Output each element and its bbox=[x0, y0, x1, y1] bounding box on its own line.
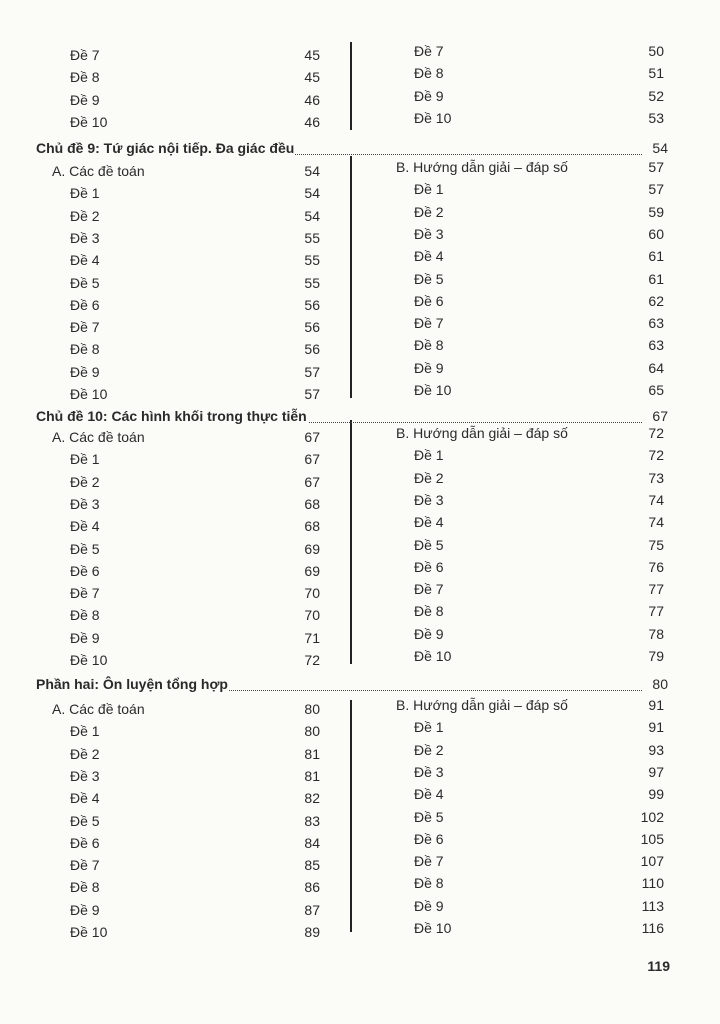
toc-entry-label: Đề 3 bbox=[414, 491, 444, 508]
toc-entry-page: 61 bbox=[648, 270, 664, 287]
column-divider bbox=[350, 42, 352, 130]
toc-entry-page: 74 bbox=[648, 514, 664, 531]
toc-entry-label: Đề 9 bbox=[414, 625, 444, 642]
toc-entry-page: 67 bbox=[304, 451, 320, 468]
toc-entry-page: 63 bbox=[648, 337, 664, 354]
section-title-text: Phần hai: Ôn luyện tổng hợp bbox=[36, 676, 228, 692]
toc-entry-label: Đề 7 bbox=[414, 43, 444, 59]
toc-entry-label: Đề 10 bbox=[414, 109, 452, 126]
left-heading-label: A. Các đề toán bbox=[52, 701, 145, 717]
toc-entry-page: 55 bbox=[304, 229, 320, 246]
toc-entry-label: Đề 4 bbox=[70, 518, 100, 535]
toc-entry-page: 72 bbox=[648, 447, 664, 464]
toc-entry-page: 81 bbox=[304, 745, 320, 762]
toc-entry-label: Đề 9 bbox=[70, 629, 100, 646]
toc-entry-page: 73 bbox=[648, 469, 664, 486]
toc-entry-label: Đề 5 bbox=[414, 536, 444, 553]
toc-entry-label: Đề 5 bbox=[70, 540, 100, 557]
toc-entry-page: 82 bbox=[304, 790, 320, 807]
toc-entry-page: 89 bbox=[304, 924, 320, 940]
toc-entry-label: Đề 8 bbox=[70, 341, 100, 358]
toc-entry-label: Đề 7 bbox=[70, 585, 100, 602]
toc-entry-page: 83 bbox=[304, 812, 320, 829]
toc-entry-label: Đề 3 bbox=[414, 225, 444, 242]
toc-entry-page: 99 bbox=[648, 786, 664, 803]
toc-entry-page: 67 bbox=[304, 473, 320, 490]
toc-entry-page: 74 bbox=[648, 491, 664, 508]
right-heading-label: B. Hướng dẫn giải – đáp số bbox=[396, 425, 568, 441]
section-title-page: 80 bbox=[652, 676, 668, 692]
toc-entry-page: 77 bbox=[648, 581, 664, 598]
toc-entry-label: Đề 10 bbox=[414, 382, 452, 398]
toc-entry-label: Đề 6 bbox=[414, 830, 444, 847]
column-divider bbox=[350, 420, 352, 664]
toc-entry-page: 91 bbox=[648, 719, 664, 736]
toc-entry-page: 64 bbox=[648, 359, 664, 376]
section-title-page: 54 bbox=[652, 140, 668, 156]
toc-entry-label: Đề 9 bbox=[70, 901, 100, 918]
toc-entry-label: Đề 4 bbox=[70, 252, 100, 269]
toc-entry-page: 56 bbox=[304, 296, 320, 313]
toc-entry-label: Đề 1 bbox=[70, 451, 100, 468]
toc-entry-label: Đề 5 bbox=[70, 812, 100, 829]
section-title bbox=[36, 140, 668, 160]
toc-entry-page: 76 bbox=[648, 558, 664, 575]
toc-entry-page: 56 bbox=[304, 319, 320, 336]
toc-entry-page: 56 bbox=[304, 341, 320, 358]
toc-entry-page: 60 bbox=[648, 225, 664, 242]
toc-entry-page: 107 bbox=[640, 853, 664, 870]
section-title-text: Chủ đề 9: Tứ giác nội tiếp. Đa giác đều bbox=[36, 140, 295, 156]
toc-entry-page: 84 bbox=[304, 834, 320, 851]
left-heading-label: A. Các đề toán bbox=[52, 429, 145, 445]
column-divider bbox=[350, 156, 352, 398]
toc-entry-label: Đề 9 bbox=[70, 363, 100, 380]
toc-entry-page: 46 bbox=[304, 113, 320, 130]
toc-entry-label: Đề 1 bbox=[70, 723, 100, 740]
toc-entry-label: Đề 5 bbox=[414, 808, 444, 825]
left-heading-label: A. Các đề toán bbox=[52, 163, 145, 179]
left-heading-page: 80 bbox=[304, 701, 320, 717]
right-heading-page: 57 bbox=[648, 159, 664, 175]
toc-entry-page: 113 bbox=[641, 897, 664, 914]
toc-entry-page: 57 bbox=[304, 386, 320, 402]
toc-entry-label: Đề 7 bbox=[70, 319, 100, 336]
right-heading-page: 91 bbox=[648, 697, 664, 713]
toc-entry-label: Đề 8 bbox=[414, 337, 444, 354]
left-heading-page: 67 bbox=[304, 429, 320, 445]
toc-entry-page: 102 bbox=[640, 808, 664, 825]
toc-entry-page: 72 bbox=[304, 652, 320, 668]
toc-entry-page: 116 bbox=[641, 920, 664, 936]
toc-entry-label: Đề 6 bbox=[70, 296, 100, 313]
toc-entry-page: 77 bbox=[648, 603, 664, 620]
toc-entry-page: 61 bbox=[648, 248, 664, 265]
toc-entry-page: 62 bbox=[648, 292, 664, 309]
toc-entry-page: 53 bbox=[648, 109, 664, 126]
toc-entry-page: 71 bbox=[304, 629, 320, 646]
section-title-page: 67 bbox=[652, 408, 668, 424]
toc-entry-label: Đề 4 bbox=[70, 790, 100, 807]
right-heading-label: B. Hướng dẫn giải – đáp số bbox=[396, 697, 568, 713]
section-title bbox=[36, 676, 668, 696]
toc-entry-label: Đề 2 bbox=[70, 207, 100, 224]
toc-entry-page: 68 bbox=[304, 518, 320, 535]
column-divider bbox=[350, 700, 352, 932]
toc-entry-label: Đề 10 bbox=[70, 924, 108, 940]
toc-entry-label: Đề 9 bbox=[414, 87, 444, 104]
toc-entry-page: 75 bbox=[648, 536, 664, 553]
toc-entry-label: Đề 9 bbox=[70, 91, 100, 108]
toc-entry-label: Đề 1 bbox=[414, 181, 444, 198]
toc-entry-label: Đề 1 bbox=[414, 447, 444, 464]
toc-entry-page: 85 bbox=[304, 857, 320, 874]
toc-entry-page: 46 bbox=[304, 91, 320, 108]
toc-entry-label: Đề 8 bbox=[414, 603, 444, 620]
toc-entry-page: 63 bbox=[648, 315, 664, 332]
toc-entry-label: Đề 9 bbox=[414, 359, 444, 376]
toc-entry-label: Đề 8 bbox=[414, 875, 444, 892]
toc-entry-page: 70 bbox=[304, 585, 320, 602]
toc-entry-label: Đề 10 bbox=[70, 113, 108, 130]
toc-entry-label: Đề 2 bbox=[414, 203, 444, 220]
toc-entry-page: 50 bbox=[648, 43, 664, 59]
toc-entry-page: 78 bbox=[648, 625, 664, 642]
toc-entry-label: Đề 3 bbox=[70, 229, 100, 246]
toc-entry-label: Đề 6 bbox=[70, 562, 100, 579]
left-heading-page: 54 bbox=[304, 163, 320, 179]
toc-entry-label: Đề 8 bbox=[70, 69, 100, 86]
toc-entry-page: 110 bbox=[641, 875, 664, 892]
toc-entry-page: 54 bbox=[304, 207, 320, 224]
section-title bbox=[36, 408, 668, 428]
toc-entry-page: 45 bbox=[304, 69, 320, 86]
toc-entry-page: 86 bbox=[304, 879, 320, 896]
page-number: 119 bbox=[647, 958, 670, 974]
toc-entry-page: 54 bbox=[304, 185, 320, 202]
toc-entry-label: Đề 10 bbox=[414, 648, 452, 664]
toc-entry-page: 87 bbox=[304, 901, 320, 918]
toc-entry-label: Đề 9 bbox=[414, 897, 444, 914]
toc-entry-label: Đề 1 bbox=[70, 185, 100, 202]
toc-entry-label: Đề 7 bbox=[70, 47, 100, 63]
toc-entry-label: Đề 8 bbox=[70, 607, 100, 624]
toc-entry-label: Đề 6 bbox=[414, 558, 444, 575]
right-heading-label: B. Hướng dẫn giải – đáp số bbox=[396, 159, 568, 175]
toc-entry-page: 55 bbox=[304, 252, 320, 269]
toc-entry-label: Đề 2 bbox=[414, 741, 444, 758]
toc-entry-page: 81 bbox=[304, 767, 320, 784]
toc-entry-label: Đề 8 bbox=[70, 879, 100, 896]
right-heading-page: 72 bbox=[648, 425, 664, 441]
toc-entry-label: Đề 8 bbox=[414, 65, 444, 82]
toc-entry-page: 79 bbox=[648, 648, 664, 664]
toc-entry-page: 97 bbox=[648, 763, 664, 780]
toc-entry-label: Đề 4 bbox=[414, 248, 444, 265]
toc-entry-label: Đề 6 bbox=[414, 292, 444, 309]
toc-entry-page: 69 bbox=[304, 540, 320, 557]
toc-entry-page: 59 bbox=[648, 203, 664, 220]
toc-entry-page: 52 bbox=[648, 87, 664, 104]
toc-entry-label: Đề 6 bbox=[70, 834, 100, 851]
toc-entry-label: Đề 7 bbox=[414, 581, 444, 598]
toc-entry-page: 69 bbox=[304, 562, 320, 579]
toc-entry-label: Đề 5 bbox=[414, 270, 444, 287]
toc-entry-label: Đề 10 bbox=[414, 920, 452, 936]
toc-entry-page: 65 bbox=[648, 382, 664, 398]
toc-entry-page: 51 bbox=[648, 65, 664, 82]
toc-entry-label: Đề 2 bbox=[70, 745, 100, 762]
toc-entry-label: Đề 4 bbox=[414, 786, 444, 803]
toc-entry-label: Đề 7 bbox=[414, 315, 444, 332]
toc-entry-page: 55 bbox=[304, 274, 320, 291]
toc-entry-label: Đề 3 bbox=[70, 495, 100, 512]
toc-entry-label: Đề 5 bbox=[70, 274, 100, 291]
toc-entry-page: 70 bbox=[304, 607, 320, 624]
toc-entry-label: Đề 4 bbox=[414, 514, 444, 531]
toc-entry-label: Đề 1 bbox=[414, 719, 444, 736]
toc-entry-page: 93 bbox=[648, 741, 664, 758]
section-title-text: Chủ đề 10: Các hình khối trong thực tiễn bbox=[36, 408, 307, 424]
toc-entry-page: 45 bbox=[304, 47, 320, 63]
toc-entry-page: 68 bbox=[304, 495, 320, 512]
toc-entry-label: Đề 10 bbox=[70, 652, 108, 668]
toc-entry-page: 80 bbox=[304, 723, 320, 740]
toc-entry-label: Đề 2 bbox=[414, 469, 444, 486]
toc-entry-page: 57 bbox=[304, 363, 320, 380]
toc-entry-label: Đề 2 bbox=[70, 473, 100, 490]
toc-entry-label: Đề 7 bbox=[414, 853, 444, 870]
toc-entry-page: 57 bbox=[648, 181, 664, 198]
toc-entry-label: Đề 7 bbox=[70, 857, 100, 874]
toc-entry-label: Đề 10 bbox=[70, 386, 108, 402]
toc-entry-label: Đề 3 bbox=[414, 763, 444, 780]
toc-entry-page: 105 bbox=[640, 830, 664, 847]
toc-entry-label: Đề 3 bbox=[70, 767, 100, 784]
